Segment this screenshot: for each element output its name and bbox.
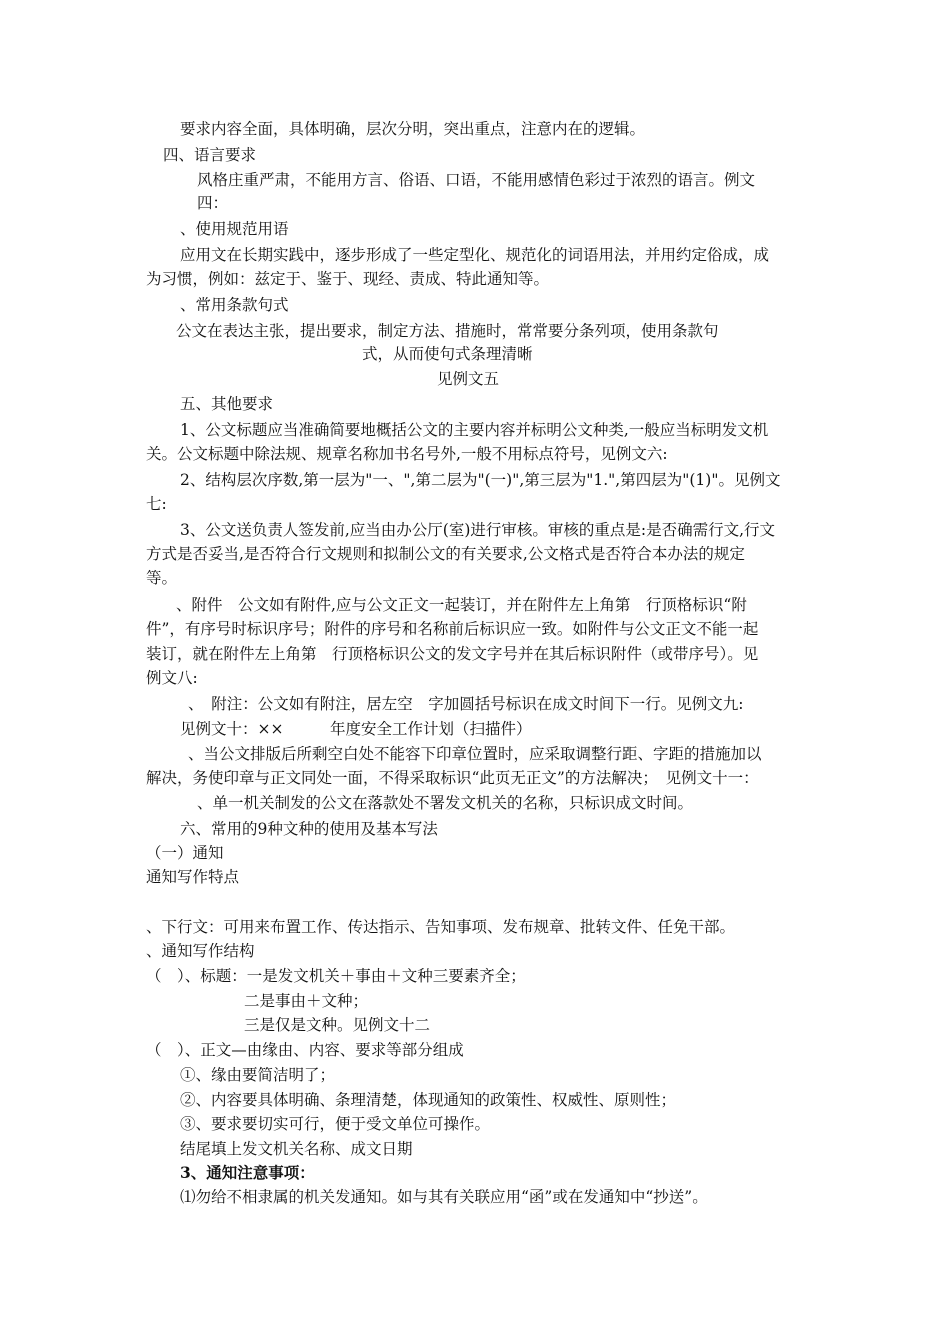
- paragraph-line: 等。: [146, 569, 178, 587]
- paragraph-line: 结尾填上发文机关名称、成文日期: [180, 1140, 413, 1158]
- paragraph-line: 、单一机关制发的公文在落款处不署发文机关的名称，只标识成文时间。: [197, 794, 694, 812]
- paragraph-line: 装订，就在附件左上角第 行顶格标识公文的发文字号并在其后标识附件（或带序号）。见: [146, 645, 759, 663]
- paragraph-line: 、下行文：可用来布置工作、传达指示、告知事项、发布规章、批转文件、任免干部。: [146, 918, 736, 936]
- paragraph-line: （ ）、标题：一是发文机关＋事由＋文种三要素齐全；: [146, 967, 526, 985]
- paragraph-line: 、通知写作结构: [146, 942, 255, 960]
- paragraph-line: ②、内容要具体明确、条理清楚，体现通知的政策性、权威性、原则性；: [180, 1091, 677, 1109]
- paragraph-line: 解决，务使印章与正文同处一面，不得采取标识“此页无正文”的方法解决； 见例文十一：: [146, 769, 759, 787]
- paragraph-line: ①、缘由要简洁明了；: [180, 1066, 336, 1084]
- paragraph-line: 要求内容全面，具体明确，层次分明，突出重点，注意内在的逻辑。: [180, 120, 646, 138]
- section-heading: 六、常用的9种文种的使用及基本写法: [180, 820, 438, 838]
- paragraph-line: 二是事由＋文种；: [244, 992, 369, 1010]
- paragraph-line: 见例文五: [437, 370, 500, 388]
- paragraph-line: 方式是否妥当,是否符合行文规则和拟制公文的有关要求,公文格式是否符合本办法的规定: [146, 545, 745, 563]
- paragraph-line: 、附件 公文如有附件,应与公文正文一起装订，并在附件左上角第 行顶格标识“附: [176, 596, 747, 614]
- paragraph-line: 、当公文排版后所剩空白处不能容下印章位置时，应采取调整行距、字距的措施加以: [188, 745, 762, 763]
- subsection-heading: （一）通知: [146, 844, 224, 862]
- subsection-heading: 、使用规范用语: [180, 220, 289, 238]
- paragraph-line: （ ）、正文—由缘由、内容、要求等部分组成: [146, 1041, 464, 1059]
- paragraph-line: 1、公文标题应当准确简要地概括公文的主要内容并标明公文种类,一般应当标明发文机: [180, 421, 769, 439]
- paragraph-line: 三是仅是文种。见例文十二: [244, 1016, 431, 1034]
- section-heading: 五、其他要求: [180, 395, 274, 413]
- paragraph-line: 例文八:: [146, 669, 198, 687]
- paragraph-line: 件”，有序号时标识序号；附件的序号和名称前后标识应一致。如附件与公文正文不能一起: [146, 620, 759, 638]
- paragraph-line: 通知写作特点: [146, 868, 240, 886]
- paragraph-line: 为习惯，例如：兹定于、鉴于、现经、责成、特此通知等。: [146, 270, 550, 288]
- section-heading: 四、语言要求: [163, 146, 257, 164]
- paragraph-line: ⑴勿给不相隶属的机关发通知。如与其有关联应用“函”或在发通知中“抄送”。: [180, 1188, 708, 1206]
- paragraph-line: 关。公文标题中除法规、规章名称加书名号外,一般不用标点符号，见例文六:: [146, 445, 668, 463]
- paragraph-line: 七:: [146, 495, 167, 513]
- paragraph-line: 四：: [197, 194, 229, 212]
- paragraph-line: 2、结构层次序数,第一层为"一、",第二层为"(一)",第三层为"1.",第四层为"(1)"。见例文: [180, 471, 781, 489]
- paragraph-line: 见例文十：×× 年度安全工作计划（扫描件）: [180, 720, 532, 738]
- paragraph-line: 应用文在长期实践中，逐步形成了一些定型化、规范化的词语用法，并用约定俗成，成: [180, 246, 770, 264]
- subsection-heading: 、常用条款句式: [180, 296, 289, 314]
- paragraph-line: 3、公文送负责人签发前,应当由办公厅(室)进行审核。审核的重点是:是否确需行文,行文: [180, 521, 776, 539]
- paragraph-line: ③、要求要切实可行，便于受文单位可操作。: [180, 1115, 491, 1133]
- paragraph-line: 风格庄重严肃，不能用方言、俗语、口语，不能用感情色彩过于浓烈的语言。例文: [197, 171, 756, 189]
- subsection-heading: 3、通知注意事项：: [180, 1163, 315, 1182]
- paragraph-line: 式，从而使句式条理清晰: [362, 345, 533, 363]
- paragraph-line: 、 附注：公文如有附注，居左空 字加圆括号标识在成文时间下一行。见例文九:: [188, 695, 744, 713]
- paragraph-line: 公文在表达主张，提出要求，制定方法、措施时，常常要分条列项，使用条款句: [176, 322, 719, 340]
